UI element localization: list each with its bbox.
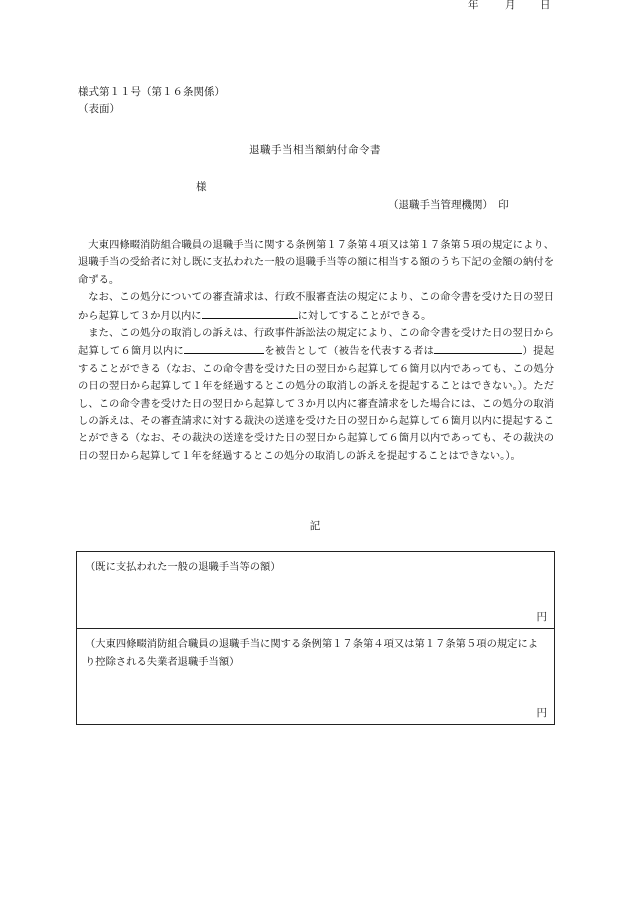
- appeal-authority-blank[interactable]: [202, 307, 298, 319]
- order-body: [78, 237, 554, 465]
- form-number: 様式第１１号（第１６条関係）: [78, 86, 225, 98]
- paid-allowance-label: （既に支払われた一般の退職手当等の額）: [85, 561, 281, 573]
- paid-allowance-cell: [76, 551, 555, 629]
- deducted-allowance-cell: [76, 628, 555, 725]
- p2-text-a: なお、この処分についての審査請求は、行政不服審査法の規定により、この命令書を受けた日の翌日から起算して３か月以内に: [78, 291, 554, 322]
- deducted-allowance-label: （大東四條畷消防組合職員の退職手当に関する条例第１７条第４項又は第１７条第５項の規定により控除される失業者退職手当額）: [85, 638, 539, 668]
- p3-text-c: ）提起することができる（なお、この命令書を受けた日の翌日から起算して６箇月以内であっても、この処分の日の翌日から起算して１年を経過するとこの処分の取消しの訴えを提起することはできない。）。ただし、この命令書を受けた日の翌日から起算して３か月以内に審査請求をした場合には、この処分の取消しの訴えは、その審査請求に対する裁決の送達を受けた日の翌日から起算して６箇月以内に提起することができる（なお、その裁決の送達を受けた日の翌日から起算して６箇月以内であっても、その裁決の日の翌日から起算して１年を経過するとこの処分の取消しの訴えを提起することはできない。）。: [78, 345, 555, 462]
- issuer-line: （退職手当管理機関） 印: [388, 199, 509, 211]
- body-paragraph-2: [78, 289, 554, 325]
- body-paragraph-1: 大東四條畷消防組合職員の退職手当に関する条例第１７条第４項又は第１７条第５項の規定により、退職手当の受給者に対し既に支払われた一般の退職手当等の額に相当する額のうち下記の金額の納付を命ずる。: [78, 239, 554, 286]
- body-paragraph-3: [78, 325, 554, 465]
- p3-text-b: を被告として（被告を代表する者は: [264, 345, 435, 358]
- document-title: 退職手当相当額納付命令書: [249, 144, 381, 156]
- addressee-suffix: 様: [196, 181, 207, 193]
- deducted-allowance-unit: 円: [536, 706, 547, 719]
- section-label-ki: 記: [309, 520, 321, 532]
- side-label: （表面）: [78, 103, 120, 115]
- p3-text-a: また、この処分の取消しの訴えは、行政事件訴訟法の規定により、この命令書を受けた日の翌日から起算して６箇月以内に: [78, 327, 554, 358]
- defendant-representative-blank[interactable]: [434, 342, 522, 354]
- date-day: 日: [540, 0, 551, 11]
- p2-text-b: に対してすることができる。: [297, 309, 432, 322]
- defendant-blank[interactable]: [184, 342, 264, 354]
- paid-allowance-unit: 円: [536, 610, 547, 623]
- date-year: 年: [468, 0, 479, 11]
- date-month: 月: [505, 0, 516, 11]
